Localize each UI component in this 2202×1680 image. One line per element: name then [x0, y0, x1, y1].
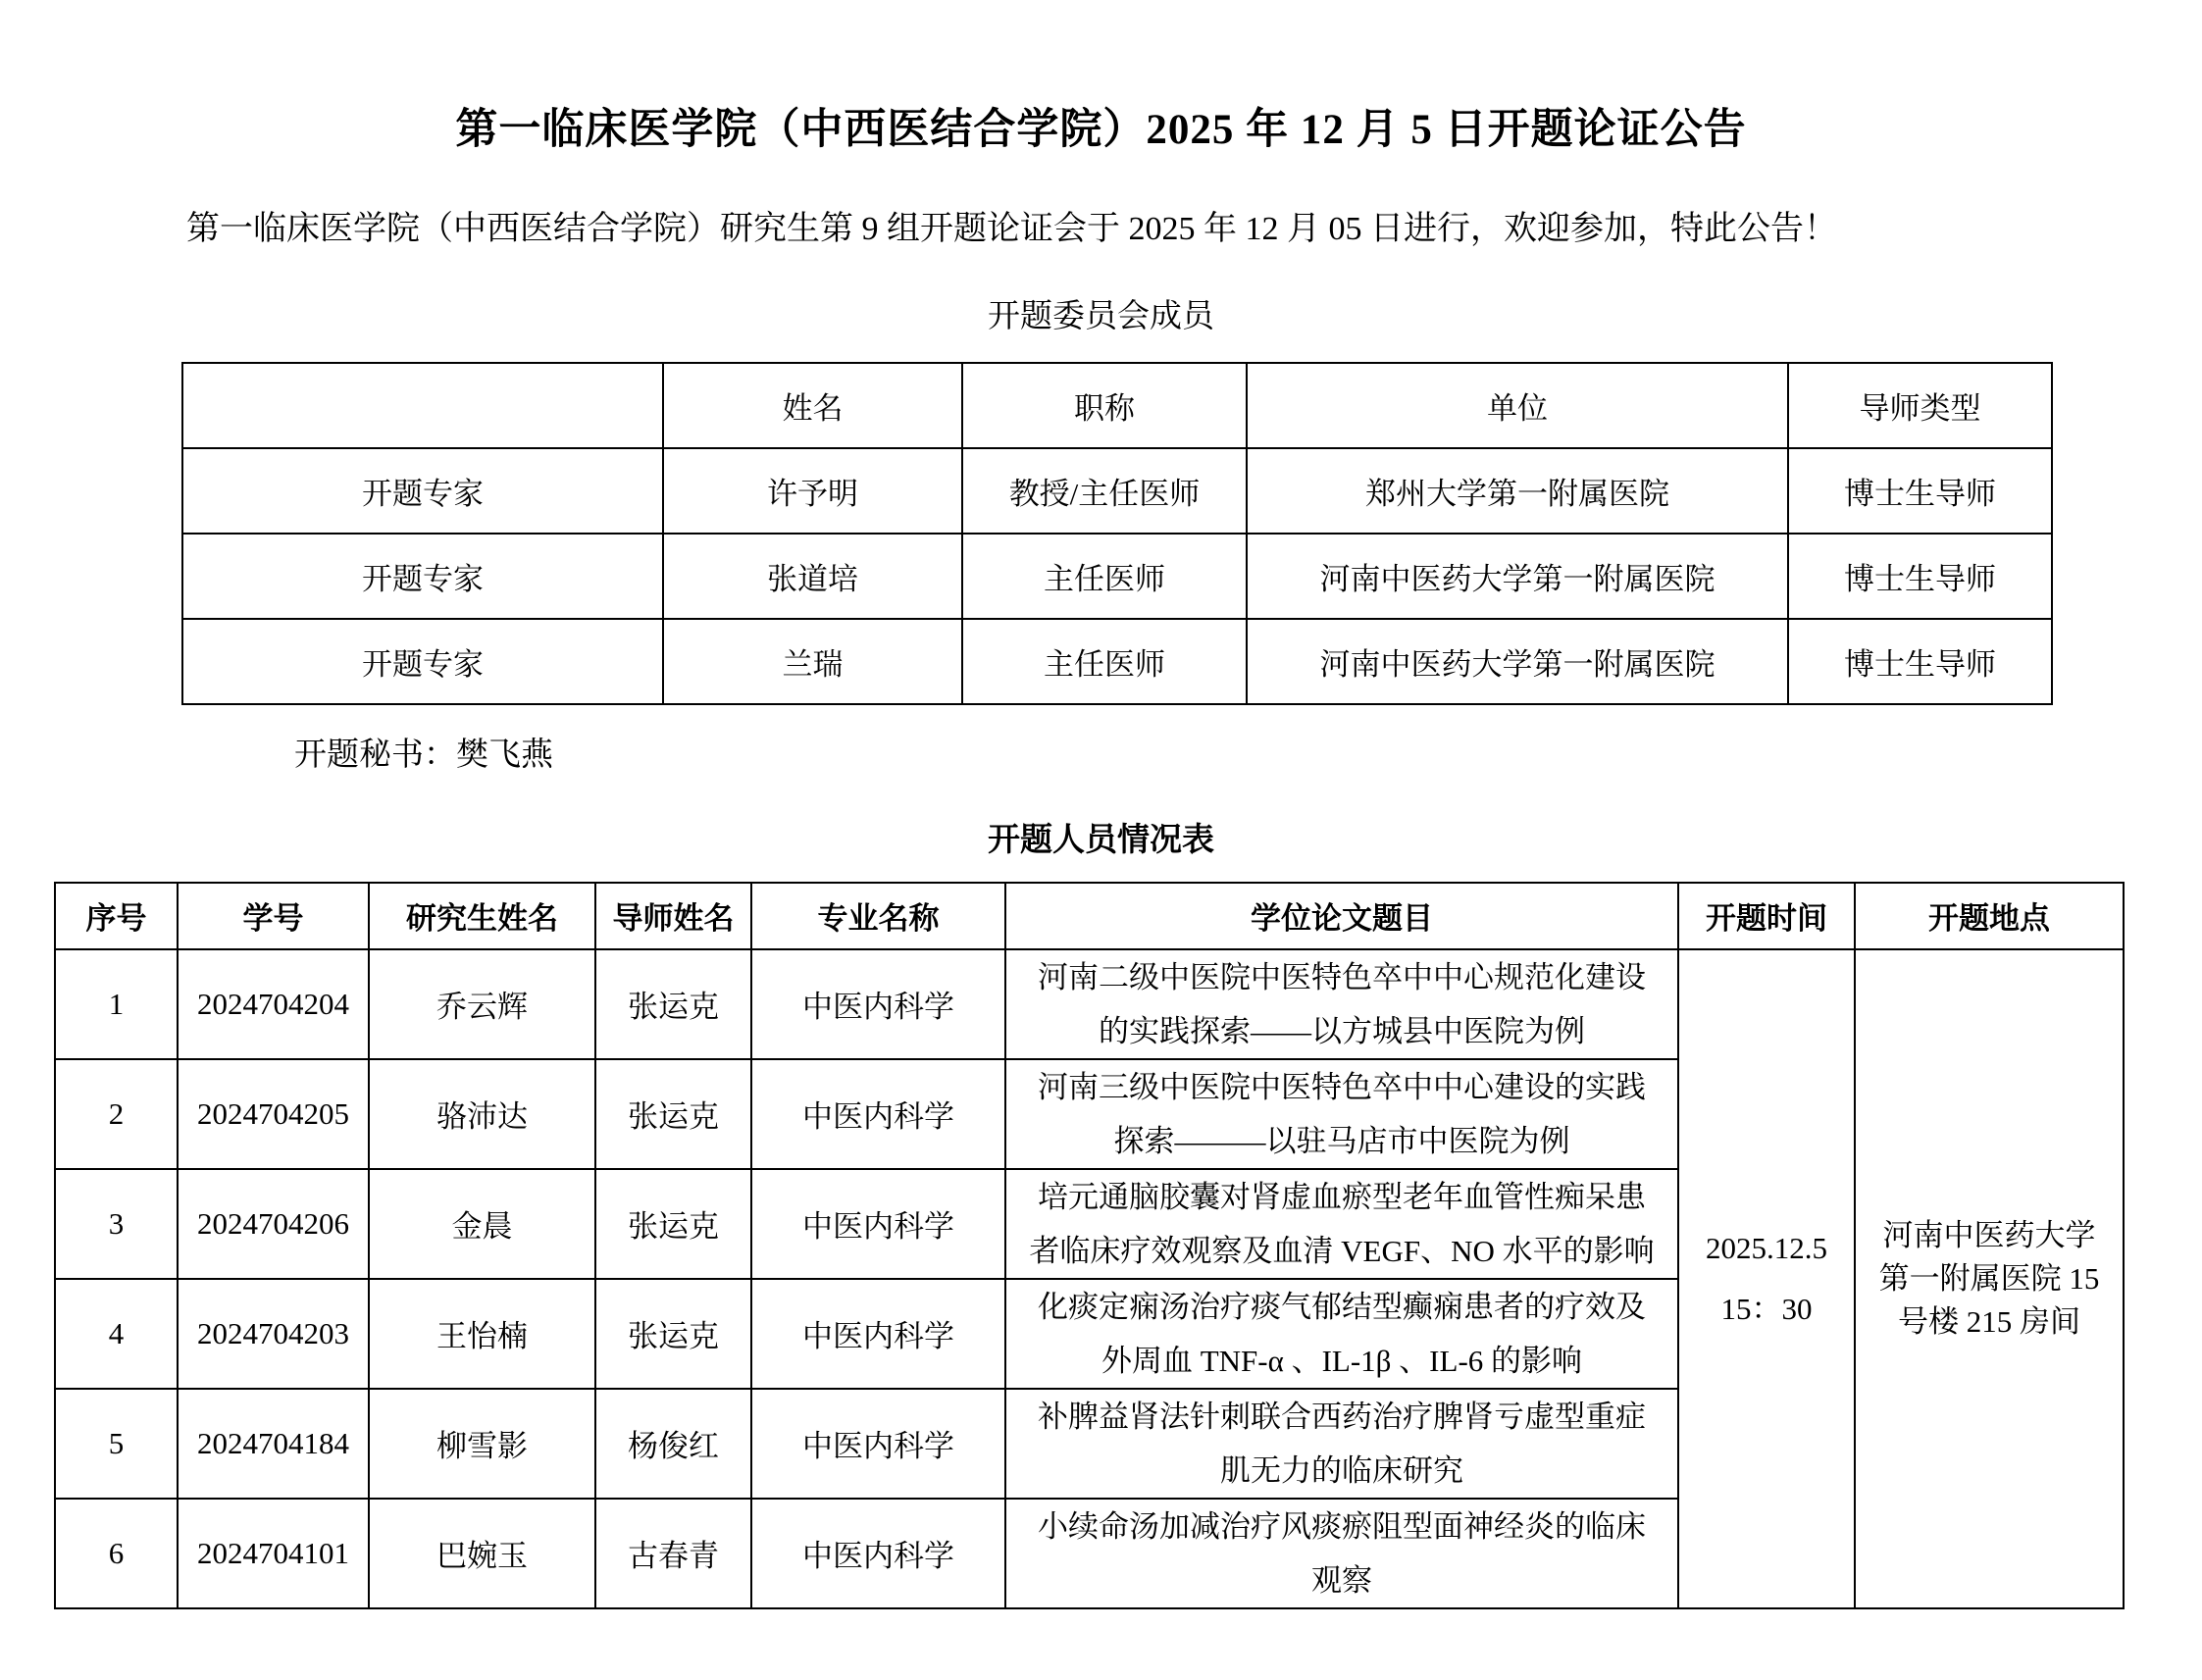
- role-cell: 开题专家: [182, 619, 663, 704]
- title-cell: 教授/主任医师: [962, 448, 1247, 534]
- committee-row: [182, 619, 2052, 704]
- thesis-title-cell: [1005, 1499, 1678, 1608]
- committee-row: [182, 534, 2052, 619]
- title-cell: 主任医师: [962, 534, 1247, 619]
- no-cell: 6: [55, 1499, 178, 1608]
- committee-table: [181, 362, 2053, 705]
- student-name-cell: 骆沛达: [369, 1059, 595, 1169]
- no-cell: 5: [55, 1389, 178, 1499]
- header-cell-advisor-name: 导师姓名: [595, 883, 751, 949]
- major-cell: 中医内科学: [751, 1059, 1005, 1169]
- roster-row: [55, 949, 2124, 1059]
- intro-paragraph: 第一临床医学院（中西医结合学院）研究生第 9 组开题论证会于 2025 年 12 月 05 日进行，欢迎参加，特此公告！: [186, 211, 1837, 247]
- header-cell-name: 姓名: [663, 363, 962, 448]
- thesis-title-line: 外周血 TNF-α 、IL-1β 、IL-6 的影响: [1101, 1343, 1583, 1378]
- advisor-name-cell: 张运克: [595, 1169, 751, 1279]
- advisor-name-cell: 张运克: [595, 1279, 751, 1389]
- roster-header-row: [55, 883, 2124, 949]
- thesis-title-line: 小续命汤加减治疗风痰瘀阻型面神经炎的临床: [1038, 1508, 1646, 1544]
- unit-cell: 河南中医药大学第一附属医院: [1247, 619, 1788, 704]
- committee-row: [182, 448, 2052, 534]
- advisor-name-cell: 古春青: [595, 1499, 751, 1608]
- committee-heading: 开题委员会成员: [988, 298, 1214, 334]
- header-cell-major: 专业名称: [751, 883, 1005, 949]
- thesis-title-line: 观察: [1311, 1562, 1372, 1598]
- header-cell-blank: [182, 363, 663, 448]
- thesis-title-cell: [1005, 1169, 1678, 1279]
- advisor-name-cell: 杨俊红: [595, 1389, 751, 1499]
- student-id-cell: 2024704101: [178, 1499, 369, 1608]
- student-name-cell: 巴婉玉: [369, 1499, 595, 1608]
- student-id-cell: 2024704203: [178, 1279, 369, 1389]
- thesis-title-cell: [1005, 1389, 1678, 1499]
- secretary-line: 开题秘书：樊飞燕: [294, 737, 553, 773]
- student-name-cell: 柳雪影: [369, 1389, 595, 1499]
- thesis-title-line: 的实践探索——以方城县中医院为例: [1099, 1013, 1585, 1048]
- student-name-cell: 金晨: [369, 1169, 595, 1279]
- defense-clock: 15：30: [1720, 1291, 1813, 1326]
- student-id-cell: 2024704184: [178, 1389, 369, 1499]
- thesis-title-cell: [1005, 1059, 1678, 1169]
- thesis-title-line: 探索———以驻马店市中医院为例: [1113, 1123, 1570, 1158]
- header-cell-thesis-title: 学位论文题目: [1005, 883, 1678, 949]
- no-cell: 4: [55, 1279, 178, 1389]
- defense-time-cell: [1678, 949, 1855, 1608]
- header-cell-advisor-type: 导师类型: [1788, 363, 2052, 448]
- thesis-title-line: 化痰定痫汤治疗痰气郁结型癫痫患者的疗效及: [1038, 1289, 1646, 1324]
- thesis-title-line: 肌无力的临床研究: [1220, 1452, 1463, 1488]
- name-cell: 张道培: [663, 534, 962, 619]
- unit-cell: 郑州大学第一附属医院: [1247, 448, 1788, 534]
- name-cell: 许予明: [663, 448, 962, 534]
- major-cell: 中医内科学: [751, 1389, 1005, 1499]
- header-cell-time: 开题时间: [1678, 883, 1855, 949]
- student-id-cell: 2024704205: [178, 1059, 369, 1169]
- major-cell: 中医内科学: [751, 949, 1005, 1059]
- role-cell: 开题专家: [182, 448, 663, 534]
- advisor-name-cell: 张运克: [595, 949, 751, 1059]
- student-name-cell: 乔云辉: [369, 949, 595, 1059]
- defense-date: 2025.12.5: [1706, 1230, 1827, 1265]
- thesis-title-line: 者临床疗效观察及血清 VEGF、NO 水平的影响: [1029, 1233, 1655, 1268]
- no-cell: 3: [55, 1169, 178, 1279]
- student-name-cell: 王怡楠: [369, 1279, 595, 1389]
- no-cell: 2: [55, 1059, 178, 1169]
- thesis-title-line: 河南三级中医院中医特色卒中中心建设的实践: [1038, 1069, 1646, 1104]
- major-cell: 中医内科学: [751, 1169, 1005, 1279]
- header-cell-location: 开题地点: [1855, 883, 2124, 949]
- advisor-type-cell: 博士生导师: [1788, 619, 2052, 704]
- header-cell-student-name: 研究生姓名: [369, 883, 595, 949]
- thesis-title-cell: [1005, 949, 1678, 1059]
- page-title: 第一临床医学院（中西医结合学院）2025 年 12 月 5 日开题论证公告: [455, 107, 1747, 153]
- student-id-cell: 2024704204: [178, 949, 369, 1059]
- header-cell-no: 序号: [55, 883, 178, 949]
- thesis-title-line: 培元通脑胶囊对肾虚血瘀型老年血管性痴呆患: [1038, 1179, 1646, 1214]
- roster-table: [54, 882, 2125, 1609]
- header-cell-student-id: 学号: [178, 883, 369, 949]
- major-cell: 中医内科学: [751, 1279, 1005, 1389]
- advisor-type-cell: 博士生导师: [1788, 448, 2052, 534]
- committee-header-row: [182, 363, 2052, 448]
- major-cell: 中医内科学: [751, 1499, 1005, 1608]
- thesis-title-line: 河南二级中医院中医特色卒中中心规范化建设: [1038, 959, 1646, 994]
- no-cell: 1: [55, 949, 178, 1059]
- header-cell-title: 职称: [962, 363, 1247, 448]
- thesis-title-cell: [1005, 1279, 1678, 1389]
- role-cell: 开题专家: [182, 534, 663, 619]
- unit-cell: 河南中医药大学第一附属医院: [1247, 534, 1788, 619]
- roster-heading: 开题人员情况表: [988, 822, 1214, 858]
- student-id-cell: 2024704206: [178, 1169, 369, 1279]
- title-cell: 主任医师: [962, 619, 1247, 704]
- header-cell-unit: 单位: [1247, 363, 1788, 448]
- advisor-name-cell: 张运克: [595, 1059, 751, 1169]
- advisor-type-cell: 博士生导师: [1788, 534, 2052, 619]
- name-cell: 兰瑞: [663, 619, 962, 704]
- defense-location-cell: 河南中医药大学第一附属医院 15 号楼 215 房间: [1855, 949, 2124, 1608]
- thesis-title-line: 补脾益肾法针刺联合西药治疗脾肾亏虚型重症: [1038, 1399, 1646, 1434]
